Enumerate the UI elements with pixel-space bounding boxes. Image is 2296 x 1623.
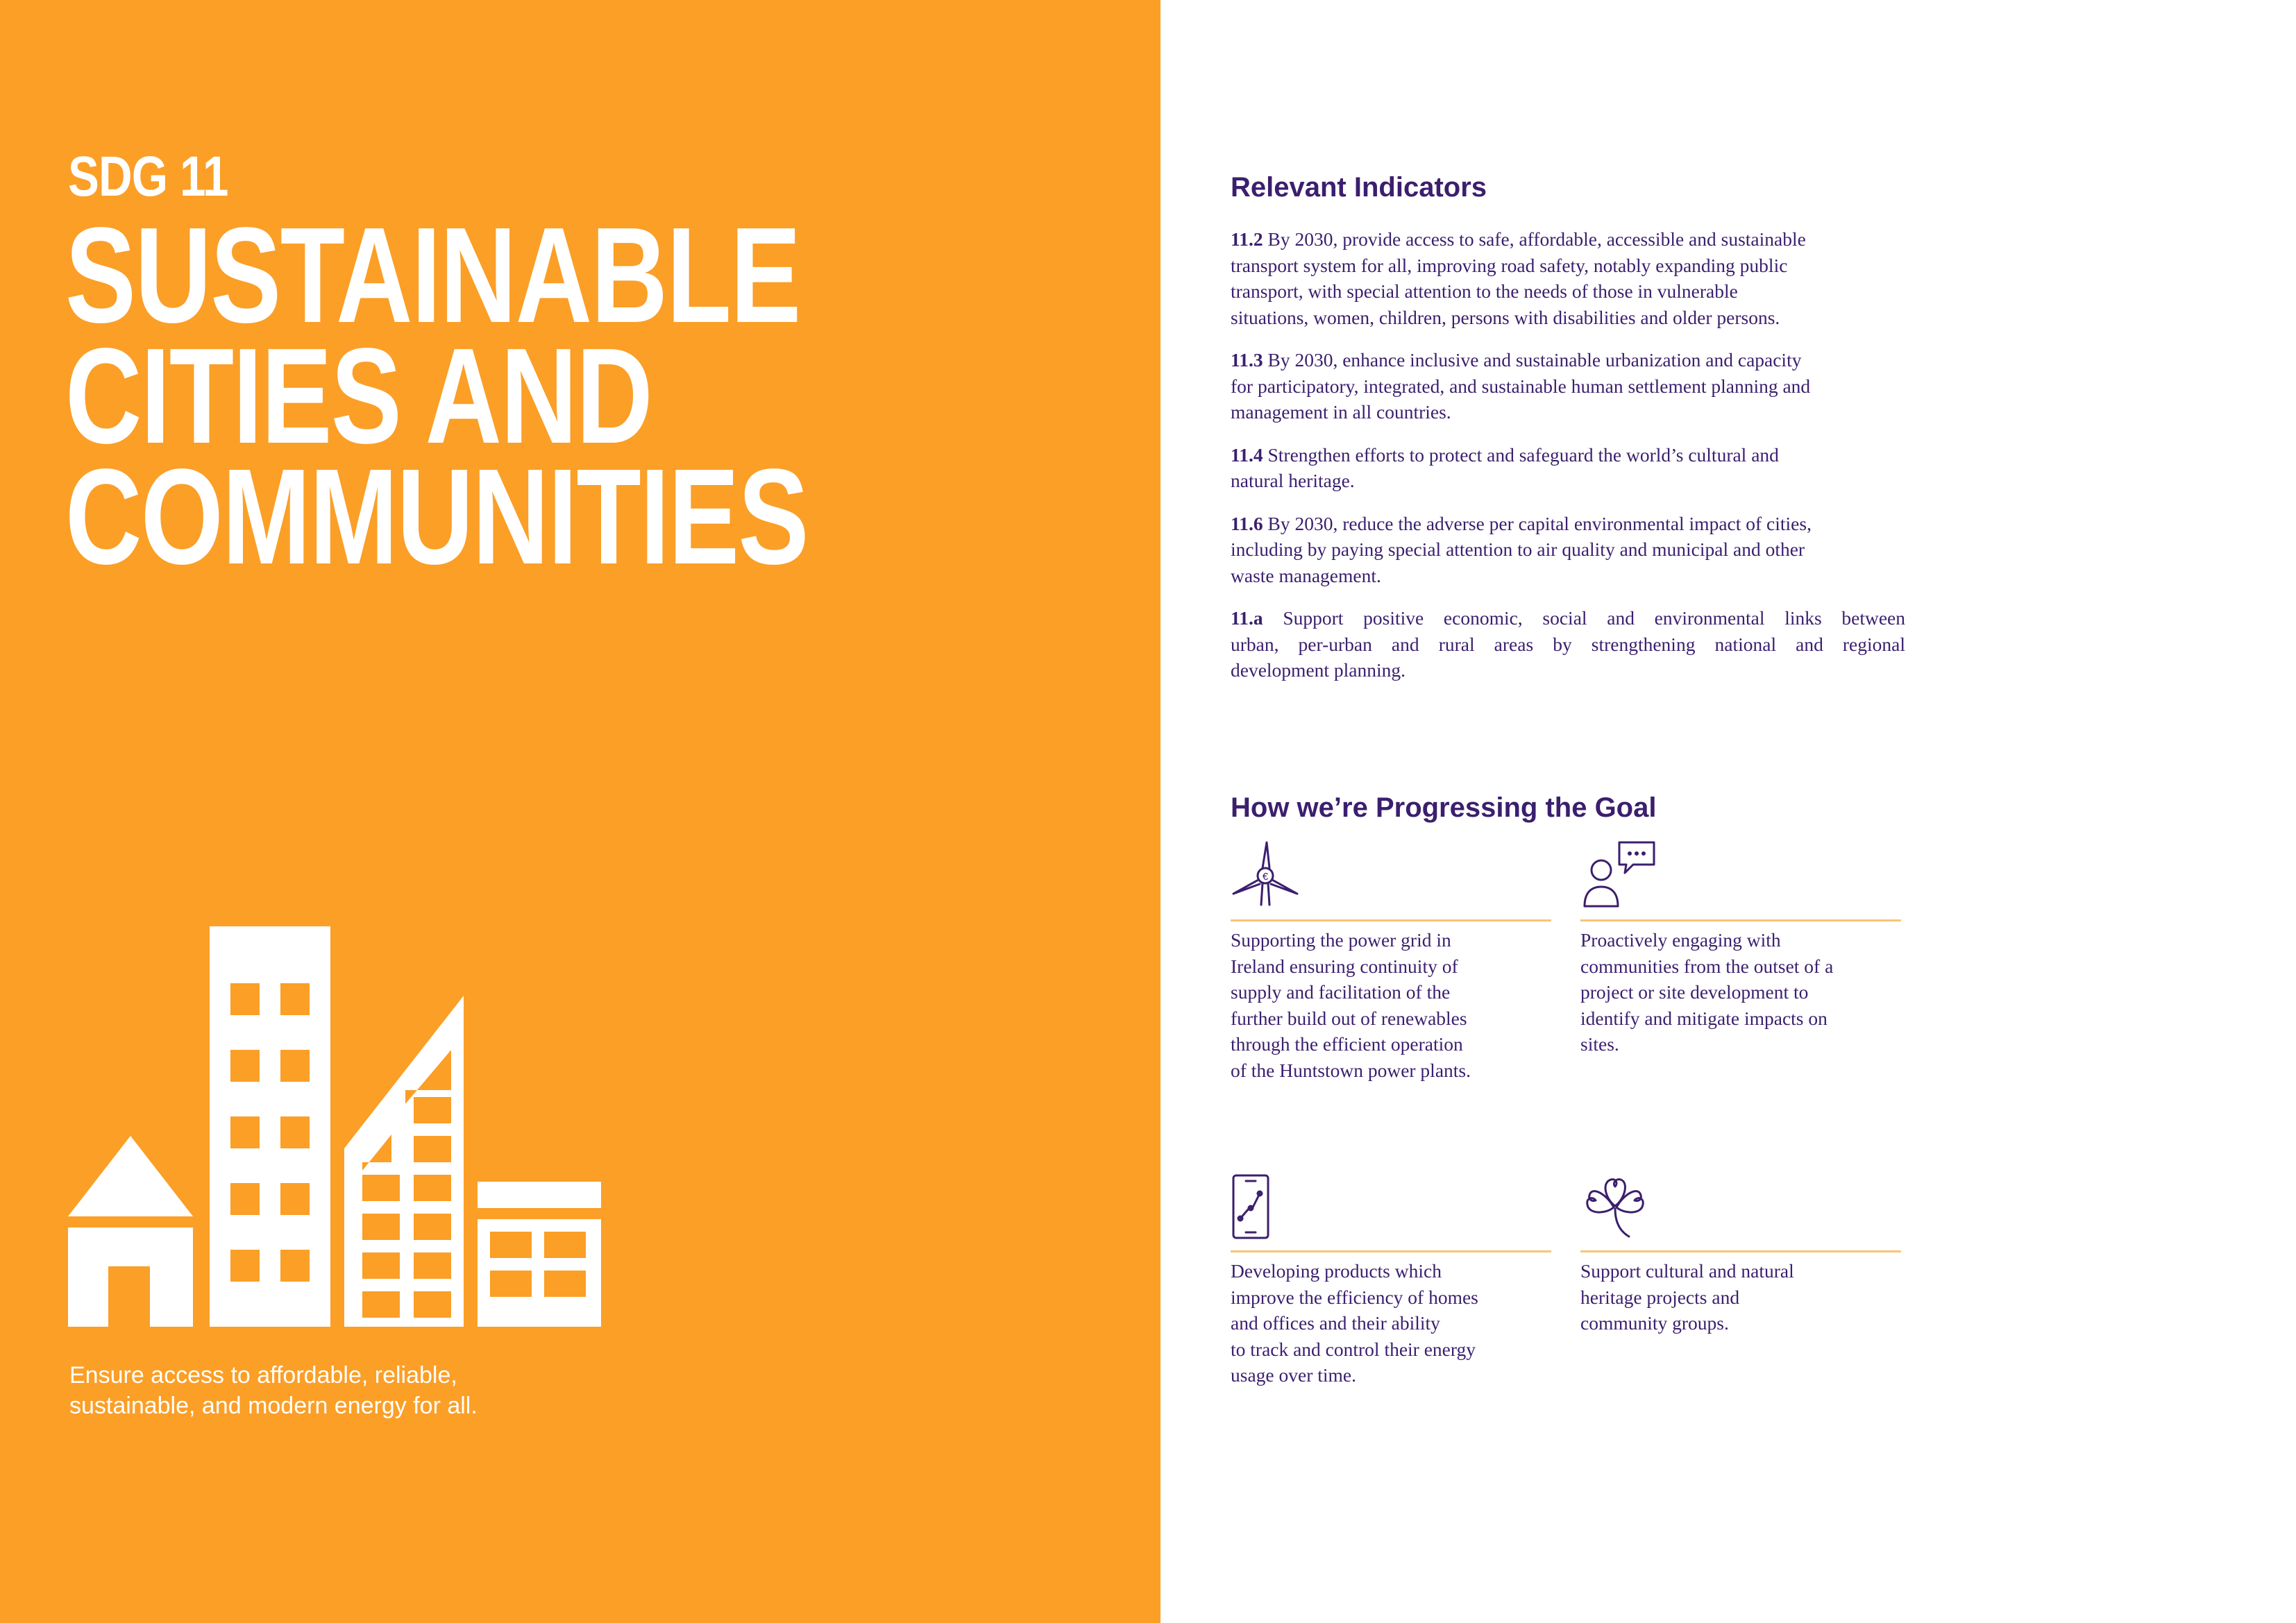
indicator-text: situations, women, children, persons with disabilities and older persons. bbox=[1231, 306, 1780, 328]
goal-tagline bbox=[69, 1360, 597, 1421]
progress-text-line: further build out of renewables bbox=[1231, 1007, 1467, 1029]
goal-title-line: SUSTAINABLE bbox=[65, 199, 800, 351]
indicator-item bbox=[1231, 605, 1905, 683]
indicator-text: transport system for all, improving road safety, notably expanding public bbox=[1231, 254, 1788, 276]
progress-text bbox=[1231, 1258, 1478, 1388]
house-icon bbox=[68, 1136, 193, 1327]
indicator-text: By 2030, reduce the adverse per capital environmental impact of cities, bbox=[1267, 512, 1812, 534]
progress-text-line: to track and control their energy bbox=[1231, 1338, 1476, 1360]
indicator-item bbox=[1231, 442, 1905, 494]
progress-divider bbox=[1580, 919, 1901, 921]
tower-building-icon bbox=[210, 926, 330, 1327]
indicator-number: 11.2 bbox=[1231, 228, 1263, 250]
indicators-heading: Relevant Indicators bbox=[1231, 172, 1487, 203]
progress-divider bbox=[1231, 1250, 1551, 1252]
indicator-item bbox=[1231, 347, 1905, 425]
progress-text bbox=[1580, 1258, 1794, 1336]
indicator-number: 11.4 bbox=[1231, 443, 1263, 466]
progress-text-line: usage over time. bbox=[1231, 1364, 1356, 1386]
indicators-list bbox=[1231, 226, 1905, 700]
progress-text-line: and offices and their ability bbox=[1231, 1312, 1440, 1334]
indicator-text: Support positive economic, social and environmental links between bbox=[1283, 607, 1906, 629]
indicator-item bbox=[1231, 226, 1905, 330]
shamrock-icon bbox=[1580, 1173, 1650, 1242]
indicator-item bbox=[1231, 511, 1905, 589]
wind-turbine-icon bbox=[1231, 840, 1300, 909]
low-building-icon bbox=[478, 1182, 601, 1327]
tagline-line: sustainable, and modern energy for all. bbox=[69, 1393, 478, 1419]
person-speech-bubble-icon bbox=[1580, 840, 1657, 909]
indicator-text: Strengthen efforts to protect and safeguard the world’s cultural and bbox=[1267, 443, 1779, 466]
indicator-text: By 2030, provide access to safe, affordable, accessible and sustainable bbox=[1267, 228, 1806, 250]
progress-text bbox=[1580, 927, 1833, 1057]
tagline-line: Ensure access to affordable, reliable, bbox=[69, 1362, 457, 1388]
progress-text-line: Proactively engaging with bbox=[1580, 929, 1781, 951]
progress-text-line: of the Huntstown power plants. bbox=[1231, 1059, 1471, 1081]
progress-text bbox=[1231, 927, 1471, 1083]
indicator-text: By 2030, enhance inclusive and sustainable urbanization and capacity bbox=[1267, 349, 1802, 371]
progress-text-line: community groups. bbox=[1580, 1312, 1729, 1334]
svg-text:€: € bbox=[1262, 871, 1269, 883]
cityscape-icon bbox=[68, 926, 609, 1329]
progress-text-line: heritage projects and bbox=[1580, 1286, 1740, 1308]
indicator-text: urban, per-urban and rural areas by strengthening national and regional bbox=[1231, 633, 1905, 655]
goal-title-line: CITIES AND bbox=[65, 320, 652, 472]
indicator-text: including by paying special attention to air quality and municipal and other bbox=[1231, 538, 1805, 560]
progress-text-line: identify and mitigate impacts on bbox=[1580, 1007, 1827, 1029]
progress-divider bbox=[1231, 919, 1551, 921]
progress-text-line: Support cultural and natural bbox=[1580, 1260, 1794, 1282]
progress-text-line: communities from the outset of a bbox=[1580, 955, 1834, 977]
indicator-text: waste management. bbox=[1231, 564, 1381, 586]
indicator-text: for participatory, integrated, and sustainable human settlement planning and bbox=[1231, 375, 1811, 397]
progress-divider bbox=[1580, 1250, 1901, 1252]
progress-heading: How we’re Progressing the Goal bbox=[1231, 792, 1657, 823]
progress-text-line: Developing products which bbox=[1231, 1260, 1442, 1282]
progress-text-line: project or site development to bbox=[1580, 981, 1809, 1003]
progress-text-line: Ireland ensuring continuity of bbox=[1231, 955, 1458, 977]
indicator-text: transport, with special attention to the needs of those in vulnerable bbox=[1231, 280, 1738, 302]
indicator-text: development planning. bbox=[1231, 659, 1406, 681]
indicator-number: 11.3 bbox=[1231, 349, 1263, 371]
progress-text-line: supply and facilitation of the bbox=[1231, 981, 1451, 1003]
goal-title-line: COMMUNITIES bbox=[65, 441, 808, 593]
progress-text-line: improve the efficiency of homes bbox=[1231, 1286, 1478, 1308]
progress-text-line: Supporting the power grid in bbox=[1231, 929, 1451, 951]
indicator-text: management in all countries. bbox=[1231, 401, 1451, 423]
slanted-building-icon bbox=[344, 996, 464, 1327]
smartphone-chart-icon bbox=[1231, 1173, 1272, 1242]
goal-title bbox=[65, 199, 808, 593]
progress-text-line: through the efficient operation bbox=[1231, 1033, 1463, 1055]
indicator-number: 11.a bbox=[1231, 607, 1263, 629]
sdg-number: SDG 11 bbox=[68, 145, 228, 208]
indicator-text: natural heritage. bbox=[1231, 470, 1355, 491]
indicator-number: 11.6 bbox=[1231, 512, 1263, 534]
progress-text-line: sites. bbox=[1580, 1033, 1619, 1055]
